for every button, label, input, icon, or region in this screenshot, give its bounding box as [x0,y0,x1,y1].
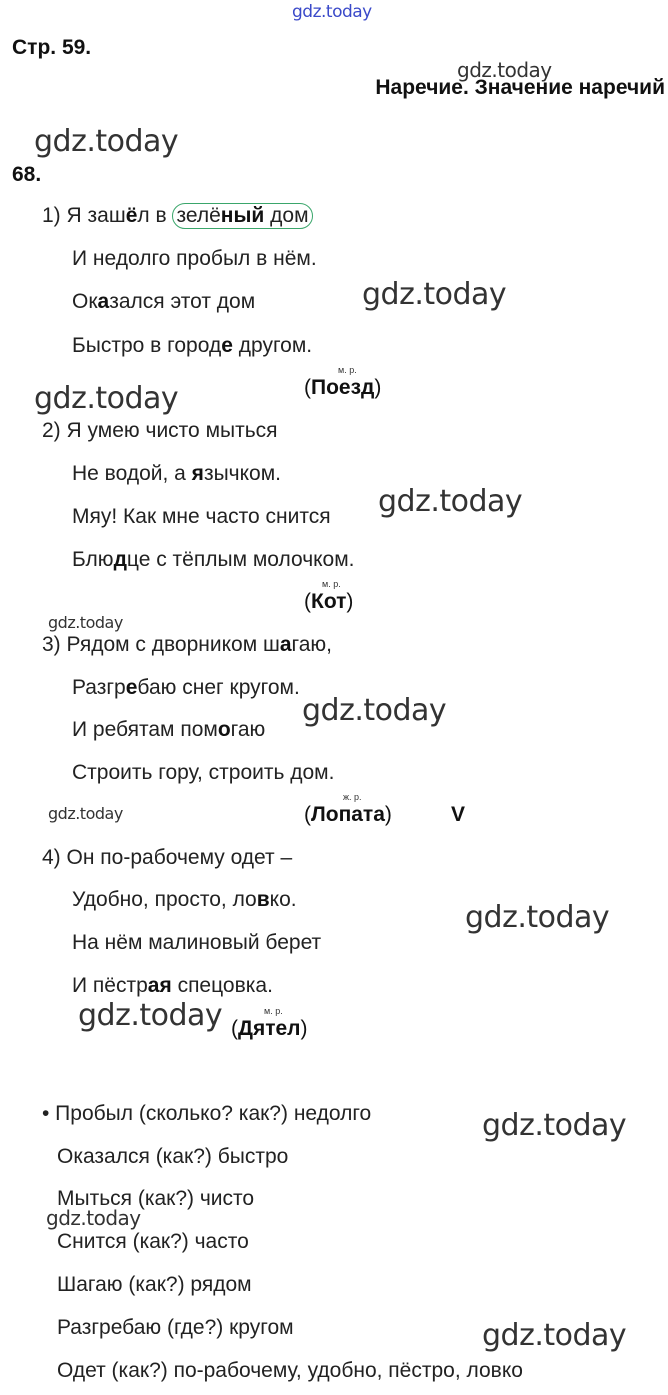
gender-label: м. р. [322,579,341,589]
watermark: gdz.today [457,58,552,82]
riddle-answer: (Поезд) [304,376,382,399]
poem-2-line-1: 2) Я умею чисто мыться [42,419,278,442]
poem-4-line-4: И пёстрая спецовка. [72,974,273,997]
poem-4-line-1: 4) Он по-рабочему одет – [42,846,293,869]
watermark: gdz.today [362,277,507,312]
poem-3-line-3: И ребятам помогаю [72,718,266,741]
poem-3-line-1: 3) Рядом с дворником шагаю, [42,633,332,656]
answer-line: • Пробыл (сколько? как?) недолго [42,1102,372,1125]
gender-label: ж. р. [343,792,362,802]
topic-title: Наречие. Значение наречий [375,76,665,99]
riddle-answer: (Лопата) [304,803,392,826]
watermark: gdz.today [482,1108,627,1143]
poem-number: 2) [42,419,61,442]
poem-2-line-3: Мяу! Как мне часто снится [72,505,331,528]
poem-3-line-2: Разгребаю снег кругом. [72,676,300,699]
watermark: gdz.today [482,1318,627,1353]
exercise-number: 68. [12,163,42,186]
gender-label: м. р. [338,365,357,375]
poem-2-line-2: Не водой, а язычком. [72,462,281,485]
poem-2-line-4: Блюдце с тёплым молочком. [72,548,355,571]
poem-number: 3) [42,633,61,656]
gender-label: м. р. [264,1006,283,1016]
watermark: gdz.today [34,381,179,416]
watermark: gdz.today [48,613,123,632]
answer-line: Одет (как?) по-рабочему, удобно, пёстро, ловко [57,1359,523,1382]
poem-number: 1) [42,204,61,227]
watermark: gdz.today [34,124,179,159]
check-mark: V [451,803,466,826]
watermark: gdz.today [46,1206,141,1230]
watermark: gdz.today [302,693,447,728]
watermark: gdz.today [48,804,123,823]
poem-1-line-2: И недолго пробыл в нём. [72,247,317,270]
poem-1-line-3: Оказался этот дом [72,290,256,313]
poem-number: 4) [42,846,61,869]
circled-phrase: зелёный дом [172,203,312,229]
answer-line: Оказался (как?) быстро [57,1145,289,1168]
watermark: gdz.today [465,900,610,935]
riddle-answer: (Дятел) [231,1017,308,1040]
poem-1-line-4: Быстро в городе другом. [72,334,313,357]
watermark: gdz.today [378,484,523,519]
watermark: gdz.today [78,998,223,1033]
riddle-answer: (Кот) [304,590,354,613]
answer-line: Шагаю (как?) рядом [57,1273,252,1296]
answer-line: Снится (как?) часто [57,1230,249,1253]
watermark: gdz.today [292,2,372,22]
poem-3-line-4: Строить гору, строить дом. [72,761,335,784]
answer-line: Разгребаю (где?) кругом [57,1316,294,1339]
page-number: Стр. 59. [12,36,92,59]
poem-1-line-1: 1) Я зашёл в зелёный дом [42,204,313,228]
answer-line: Мыться (как?) чисто [57,1187,255,1210]
poem-4-line-2: Удобно, просто, ловко. [72,888,297,911]
poem-4-line-3: На нём малиновый берет [72,931,322,954]
